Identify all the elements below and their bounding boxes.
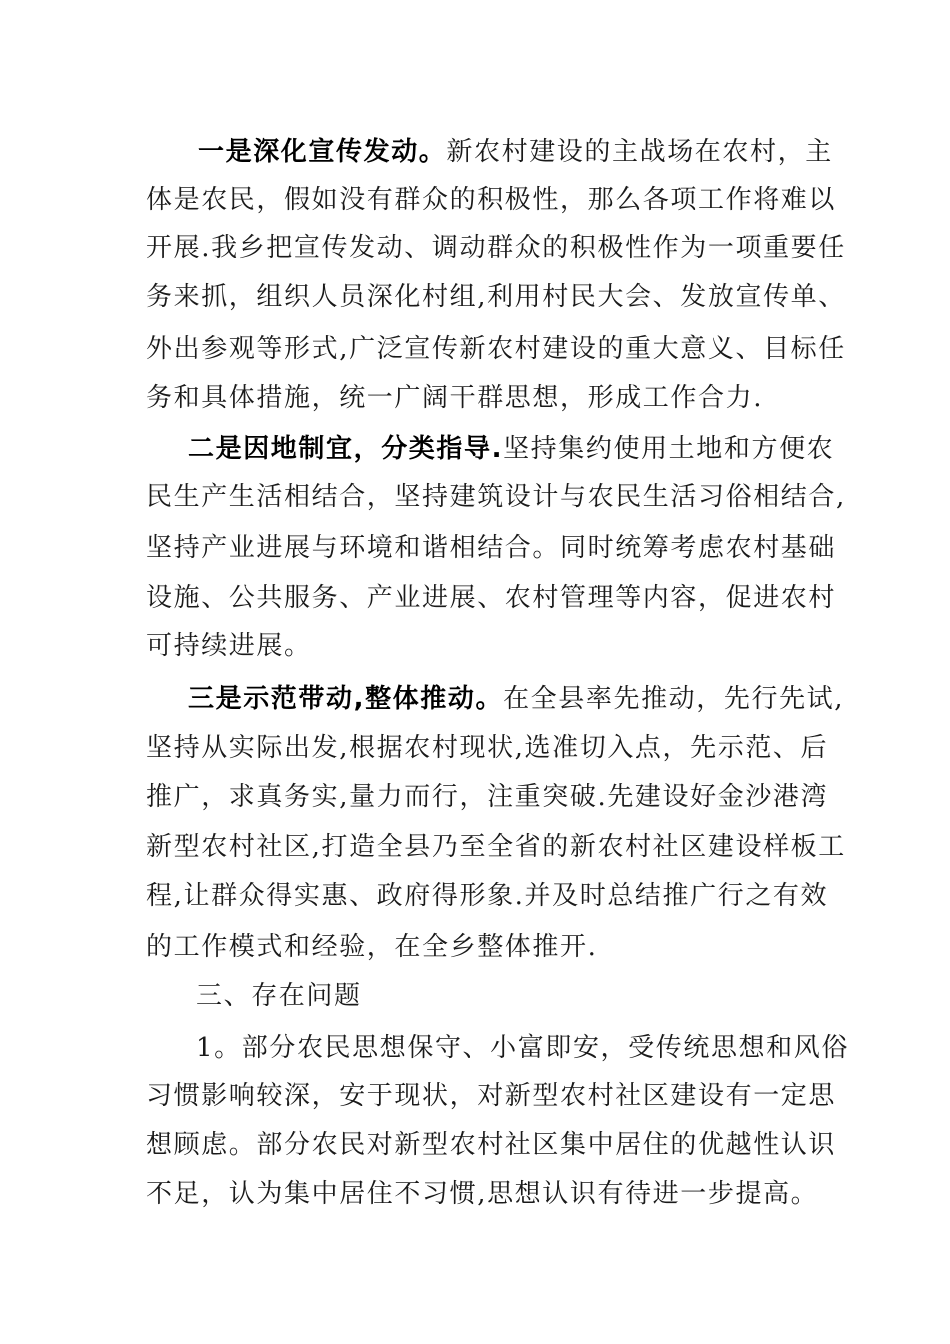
paragraph-3-line-5: 程,让群众得实惠、政府得形象.并及时总结推广行之有效	[146, 881, 829, 911]
paragraph-2-line-1	[188, 434, 834, 464]
paragraph-4-line-1: 1。部分农民思想保守、小富即安，受传统思想和风俗	[196, 1033, 849, 1063]
paragraph-3-line-2: 坚持从实际出发,根据农村现状,选准切入点，先示范、后	[146, 733, 829, 763]
paragraph-1-line-4: 务来抓，组织人员深化村组,利用村民大会、发放宣传单、	[146, 282, 846, 312]
paragraph-1-text-1: 新农村建设的主战场在农村，主	[446, 137, 833, 167]
paragraph-1-line-3: 开展.我乡把宣传发动、调动群众的积极性作为一项重要任	[146, 233, 846, 263]
paragraph-4-line-2: 习惯影响较深，安于现状，对新型农村社区建设有一定思	[146, 1081, 837, 1111]
paragraph-1-lead: 一是深化宣传发动。	[198, 137, 447, 167]
paragraph-3-line-3: 推广，求真务实,量力而行，注重突破.先建设好金沙港湾	[146, 782, 829, 812]
paragraph-3-line-4: 新型农村社区,打造全县乃至全省的新农村社区建设样板工	[146, 832, 846, 862]
paragraph-1-line-6: 务和具体措施，统一广阔干群思想，形成工作合力.	[146, 383, 764, 413]
paragraph-2-line-2: 民生产生活相结合，坚持建筑设计与农民生活习俗相结合,	[146, 482, 846, 512]
paragraph-2-line-5: 可持续进展。	[146, 631, 312, 661]
paragraph-2-lead: 二是因地制宜，分类指导.	[188, 434, 504, 464]
paragraph-4-line-4: 不足，认为集中居住不习惯,思想认识有待进一步提高。	[146, 1179, 819, 1209]
paragraph-2-line-3: 坚持产业进展与环境和谐相结合。同时统筹考虑农村基础	[146, 533, 837, 563]
paragraph-1-line-5: 外出参观等形式,广泛宣传新农村建设的重大意义、目标任	[146, 334, 846, 364]
paragraph-3-text-1: 在全县率先推动，先行先试,	[503, 684, 845, 714]
paragraph-1-line-2: 体是农民，假如没有群众的积极性，那么各项工作将难以	[146, 185, 837, 215]
paragraph-2-text-1: 坚持集约使用土地和方便农	[503, 434, 835, 464]
section-heading: 三、存在问题	[196, 981, 362, 1011]
paragraph-4-line-3: 想顾虑。部分农民对新型农村社区集中居住的优越性认识	[146, 1130, 837, 1160]
paragraph-3-line-1	[188, 684, 844, 714]
paragraph-3-line-6: 的工作模式和经验，在全乡整体推开.	[146, 932, 598, 962]
paragraph-1-line-1	[198, 137, 833, 167]
paragraph-2-line-4: 设施、公共服务、产业进展、农村管理等内容，促进农村	[146, 583, 837, 613]
paragraph-3-lead: 三是示范带动,整体推动。	[188, 684, 504, 714]
